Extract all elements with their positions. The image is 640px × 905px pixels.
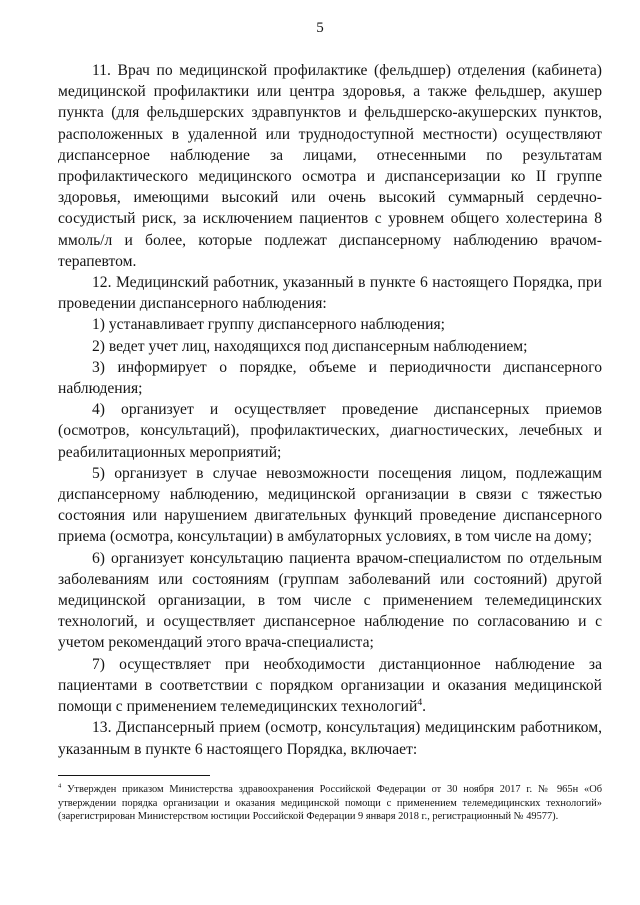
list-item-6: 6) организует консультацию пациента врачом-специалистом по отдельным заболеваниям или состояниям (группам заболеваний или состояний) другой медицинской организации, в том числе с применением телемедицинских технологий, и осуществляет диспансерное наблюдение по согласованию и с учетом рекомендаций этого врача-специалиста; bbox=[58, 549, 602, 652]
document-body bbox=[58, 60, 602, 760]
paragraph-12: 12. Медицинский работник, указанный в пункте 6 настоящего Порядка, при проведении диспансерного наблюдения: bbox=[58, 274, 602, 313]
list-item-2: 2) ведет учет лиц, находящихся под диспансерным наблюдением; bbox=[92, 337, 528, 355]
footnote-separator bbox=[58, 775, 210, 776]
list-item-1: 1) устанавливает группу диспансерного наблюдения; bbox=[92, 316, 445, 334]
footnote-reference[interactable]: 4 bbox=[417, 696, 423, 708]
footnote-text: Утвержден приказом Министерства здравоохранения Российской Федерации от 30 ноября 2017 г. № 965н «Об утверждении порядка организации и оказания медицинской помощи с применением телемедицинских технологий» (зарегистрирован Министерством юстиции Российской Федерации 9 января 2018 г., регистрационный № 49577). bbox=[58, 784, 602, 822]
list-item-7 bbox=[58, 654, 602, 718]
paragraph-11: 11. Врач по медицинской профилактике (фельдшер) отделения (кабинета) медицинской профилактики или центра здоровья, а также фельдшер, акушер пункта (для фельдшерских здравпунктов и фельдшерско-акушерских пунктов, расположенных в удаленной или труднодоступной местности) осуществляют диспансерное наблюдение за лицами, отнесенными по результатам профилактического медицинского осмотра и диспансеризации ко II группе здоровья, имеющими высокий или очень высокий суммарный сердечно-сосудистый риск, за исключением пациентов с уровнем общего холестерина 8 ммоль/л и более, которые подлежат диспансерному наблюдению врачом-терапевтом. bbox=[58, 62, 602, 270]
list-item-7-end: . bbox=[422, 698, 427, 716]
list-item-5: 5) организует в случае невозможности посещения лицом, подлежащим диспансерному наблюдению, медицинской организации в связи с тяжестью состояния или нарушением двигательных функций проведение диспансерного приема (осмотра, консультации) в амбулаторных условиях, в том числе на дому; bbox=[58, 464, 602, 546]
list-item-4: 4) организует и осуществляет проведение диспансерных приемов (осмотров, консультаций), профилактических, диагностических, лечебных и реабилитационных мероприятий; bbox=[58, 401, 602, 461]
list-item-3: 3) информирует о порядке, объеме и периодичности диспансерного наблюдения; bbox=[58, 358, 602, 398]
footnote-marker: 4 bbox=[58, 782, 62, 790]
page-number: 5 bbox=[316, 20, 324, 36]
paragraph-13: 13. Диспансерный прием (осмотр, консультация) медицинским работником, указанным в пункте 6 настоящего Порядка, включает: bbox=[58, 719, 602, 758]
footnote bbox=[58, 783, 602, 824]
list-item-7-text: 7) осуществляет при необходимости дистанционное наблюдение за пациентами в соответствии с порядком организации и оказания медицинской помощи с применением телемедицинских технологий bbox=[58, 655, 602, 716]
